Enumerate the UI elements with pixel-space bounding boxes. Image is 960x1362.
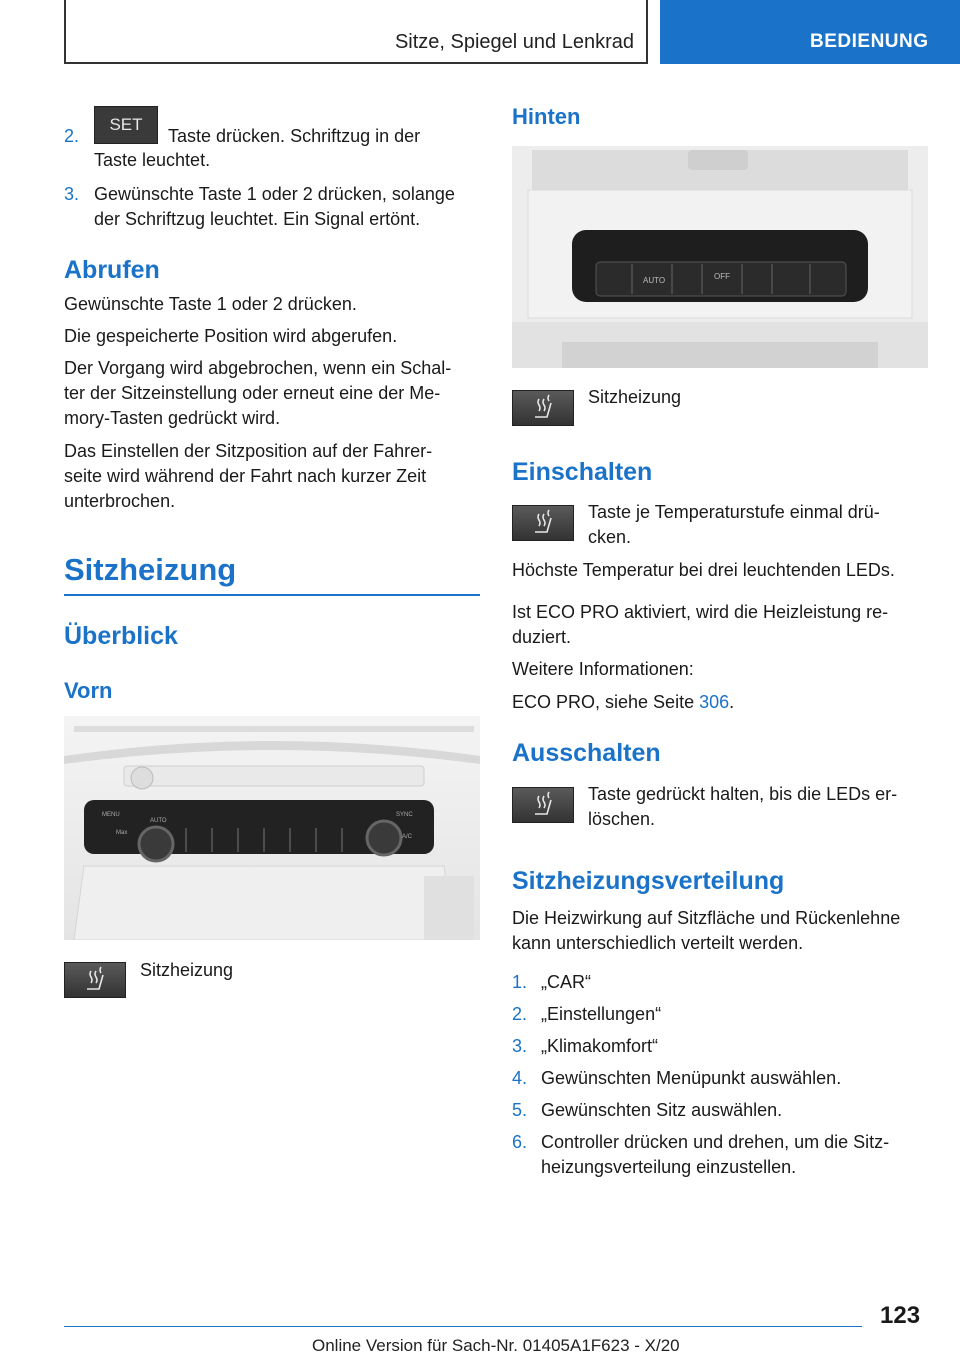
eco-pro-ref-suffix: .: [729, 692, 735, 712]
front-sync-label: SYNC: [396, 812, 413, 818]
einschalten-paragraph: Höchste Temperatur bei drei leuchtenden LEDs.: [512, 560, 895, 580]
abrufen-paragraph: Gewünschte Taste 1 oder 2 drücken.: [64, 294, 357, 314]
abrufen-paragraph: mory-Tasten gedrückt wird.: [64, 408, 281, 428]
front-climate-panel-photo: [64, 716, 480, 940]
verteilung-paragraph: kann unterschiedlich verteilt werden.: [512, 933, 804, 953]
page-link-306[interactable]: 306: [699, 692, 730, 712]
front-ac-label: A/C: [402, 834, 413, 840]
list-item-number: 5.: [512, 1100, 528, 1120]
chapter-title: Sitze, Spiegel und Lenkrad: [394, 31, 634, 53]
list-item-text: Gewünschten Menüpunkt auswählen.: [541, 1068, 842, 1088]
list-item-number: 3.: [512, 1036, 528, 1056]
seat-heating-icon: [64, 962, 126, 998]
vorn-caption: Sitzheizung: [140, 960, 234, 980]
list-item-text: „Klimakomfort“: [541, 1036, 659, 1056]
step-3-number: 3.: [64, 184, 80, 204]
einschalten-paragraph: Ist ECO PRO aktiviert, wird die Heizleistung re-: [512, 602, 889, 622]
einschalten-paragraph: duziert.: [512, 627, 572, 647]
page-number: 123: [880, 1302, 921, 1329]
abrufen-paragraph: seite wird während der Fahrt nach kurzer Zeit: [64, 466, 427, 486]
abrufen-heading: Abrufen: [64, 256, 160, 284]
seat-heating-icon: [512, 787, 574, 823]
list-item-text: Gewünschten Sitz auswählen.: [541, 1100, 783, 1120]
seat-heating-icon: [512, 390, 574, 426]
list-item-text: „Einstellungen“: [541, 1004, 662, 1024]
list-item-number: 4.: [512, 1068, 528, 1088]
section-heading: Sitzheizung: [64, 552, 237, 587]
step-2-text: Taste drücken. Schriftzug in der: [168, 126, 421, 146]
hinten-caption: Sitzheizung: [588, 387, 682, 407]
overview-heading: Überblick: [64, 622, 178, 650]
ausschalten-heading: Ausschalten: [512, 739, 661, 767]
abrufen-paragraph: ter der Sitzeinstellung oder erneut eine der Me-: [64, 383, 441, 403]
verteilung-paragraph: Die Heizwirkung auf Sitzfläche und Rückenlehne: [512, 908, 901, 928]
online-version-note: Online Version für Sach-Nr. 01405A1F623 - X/20: [312, 1336, 680, 1355]
einschalten-icon-text-cont: cken.: [588, 527, 632, 547]
ausschalten-text: Taste gedrückt halten, bis die LEDs er-: [588, 784, 898, 804]
list-item-number: 2.: [512, 1004, 528, 1024]
abrufen-paragraph: Der Vorgang wird abgebrochen, wenn ein Schal-: [64, 358, 452, 378]
step-3-text-cont: der Schriftzug leuchtet. Ein Signal ertönt.: [94, 209, 421, 229]
rear-climate-panel-photo: [512, 146, 928, 368]
list-item-number: 1.: [512, 972, 528, 992]
step-2-number: 2.: [64, 126, 80, 146]
einschalten-icon-text: Taste je Temperaturstufe einmal drü-: [588, 502, 880, 522]
eco-pro-ref-text: ECO PRO, siehe Seite: [512, 692, 700, 712]
list-item-number: 6.: [512, 1132, 528, 1152]
set-button-icon: [94, 106, 158, 144]
footer-rule: [64, 1326, 862, 1327]
verteilung-heading: Sitzheizungsverteilung: [512, 867, 785, 895]
section-tab-label: BEDIENUNG: [810, 31, 929, 52]
einschalten-heading: Einschalten: [512, 458, 653, 486]
list-item-text: Controller drücken und drehen, um die Sitz-: [541, 1132, 890, 1152]
hinten-heading: Hinten: [512, 104, 581, 129]
eco-pro-reference: [512, 690, 734, 715]
front-max-label: Max: [116, 830, 128, 836]
front-auto-label: AUTO: [150, 818, 167, 824]
abrufen-paragraph: unterbrochen.: [64, 491, 176, 511]
rear-auto-label: AUTO: [643, 276, 666, 285]
abrufen-paragraph: Die gespeicherte Position wird abgerufen.: [64, 326, 398, 346]
einschalten-paragraph: Weitere Informationen:: [512, 659, 694, 679]
ausschalten-text-cont: löschen.: [588, 809, 656, 829]
vorn-heading: Vorn: [64, 678, 113, 703]
set-button-label: SET: [109, 115, 143, 134]
step-2-text-cont: Taste leuchtet.: [94, 150, 211, 170]
list-item-text: „CAR“: [541, 972, 591, 992]
seat-heating-icon: [512, 505, 574, 541]
abrufen-paragraph: Das Einstellen der Sitzposition auf der Fahrer-: [64, 441, 433, 461]
rear-off-label: OFF: [714, 272, 730, 281]
list-item-text-cont: heizungsverteilung einzustellen.: [541, 1157, 797, 1177]
front-menu-label: MENU: [102, 812, 120, 818]
step-3-text: Gewünschte Taste 1 oder 2 drücken, solange: [94, 184, 455, 204]
section-rule: [64, 594, 480, 596]
